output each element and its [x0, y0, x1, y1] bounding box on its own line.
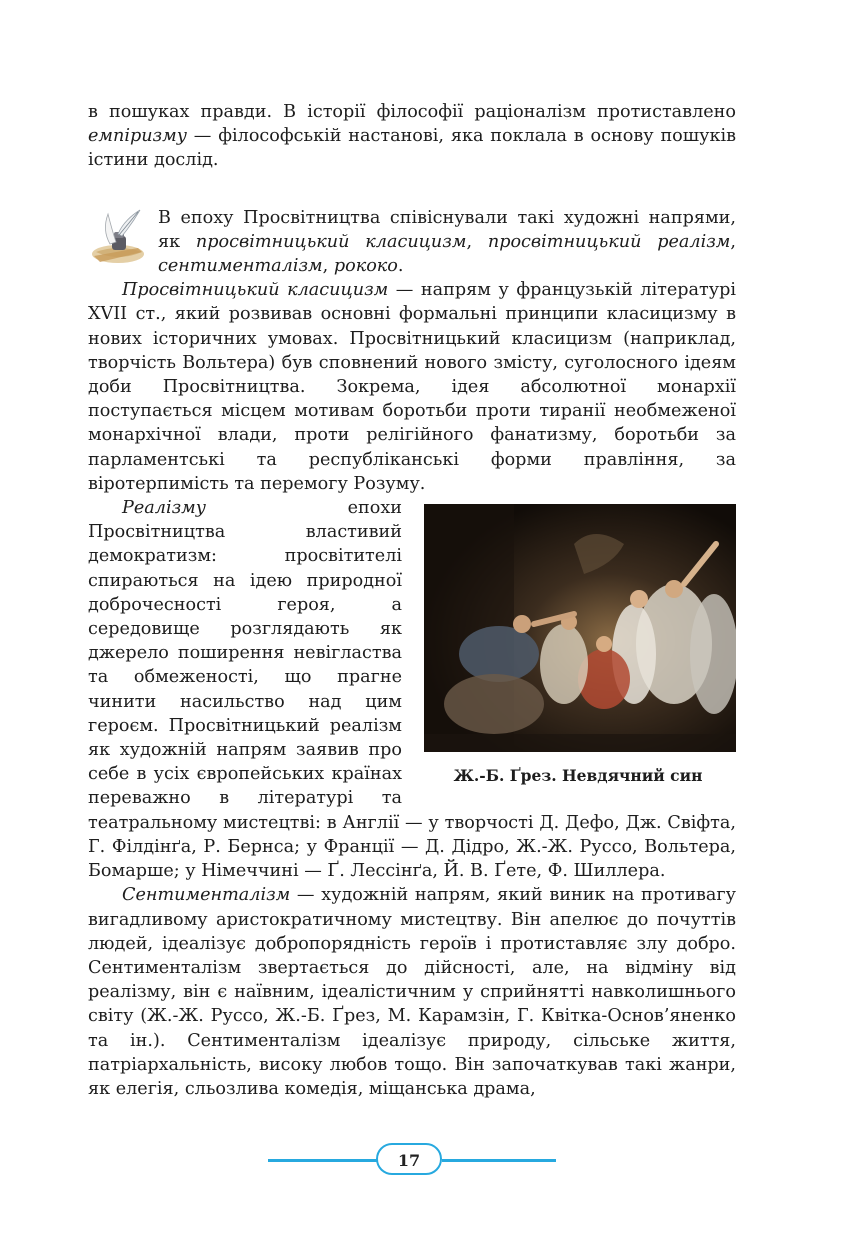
- quill-inkwell-icon: [88, 208, 150, 270]
- page-body: [88, 100, 736, 1101]
- painting-image: [424, 504, 736, 752]
- enlightenment-intro-block: [88, 206, 736, 279]
- footer-line-right: [442, 1159, 556, 1162]
- paragraph-realism: Реалізму епохи Просвітництва властивий демократизм: просвітителі спираються на ідею природної доброчесності героя, а середовище розглядають як джерело поширення невігластва та обмеженості, що прагне чинити насильство над цим героєм. Просвітницький реалізм як художній напрям заявив про себе в усіх європейських країнах переважно в літературі та театральному мистецтві: в Англії — у творчості Д. Дефо, Дж. Свіфта, Г. Філдінґа, Р. Бернса; у Франції — Д. Дідро, Ж.-Ж. Руссо, Вольтера, Бомарше; у Німеччині — Ґ. Лессінґа, Й. В. Ґете, Ф. Шиллера.: [88, 498, 736, 882]
- paragraph-classicism: Просвітницький класицизм — напрям у французькій літературі XVII ст., який розвивав основні формальні принципи класицизму в нових історичних умовах. Просвітницький класицизм (наприклад, творчість Вольтера) був сповнений нового змісту, суголосного ідеям доби Просвітництва. Зокрема, ідея абсолютної монархії поступається місцем мотивам боротьби проти тиранії необмеженої монархічної влади, проти релігійного фанатизму, боротьби за парламентські та республіканські форми правління, за віротерпимість та перемогу Розуму.: [88, 280, 737, 494]
- footer-line-left: [268, 1159, 380, 1162]
- paragraph-sentimentalism: Сентименталізм — художній напрям, який виник на противагу вигадливому аристократичному мистецтву. Він апелює до почуттів людей, ідеалізує добропорядність героїв і протиставляє злу добро. Сентименталізм звертається до дійсності, але, на відміну від реалізму, він є наївним, ідеалістичним у сприйнятті навколишнього світу (Ж.-Ж. Руссо, Ж.-Б. Ґрез, М. Карамзін, Г. Квітка-Основ’яненко та ін.). Сентименталізм ідеалізує природу, сільське життя, патріархальність, високу любов тощо. Він започаткував такі жанри, як елегія, сльозлива комедія, міщанська драма,: [88, 885, 736, 1099]
- figure-painting: [420, 504, 736, 788]
- figure-caption: Ж.-Б. Ґрез. Невдячний син: [453, 766, 703, 786]
- paragraph-rationalism: в пошуках правди. В історії філософії раціоналізм протиставлено емпіризму — філософській настанові, яка поклала в основу пошуків істини дослід.: [88, 102, 736, 171]
- term-empiricism: емпіризму: [88, 126, 187, 147]
- page-footer: [268, 1142, 556, 1178]
- page-number: 17: [376, 1143, 442, 1175]
- paragraph-enlightenment-trends: В епоху Просвітництва співіснували такі художні напрями, як просвітницький класицизм, просвітницький реалізм, сентименталізм, рококо.: [158, 207, 736, 277]
